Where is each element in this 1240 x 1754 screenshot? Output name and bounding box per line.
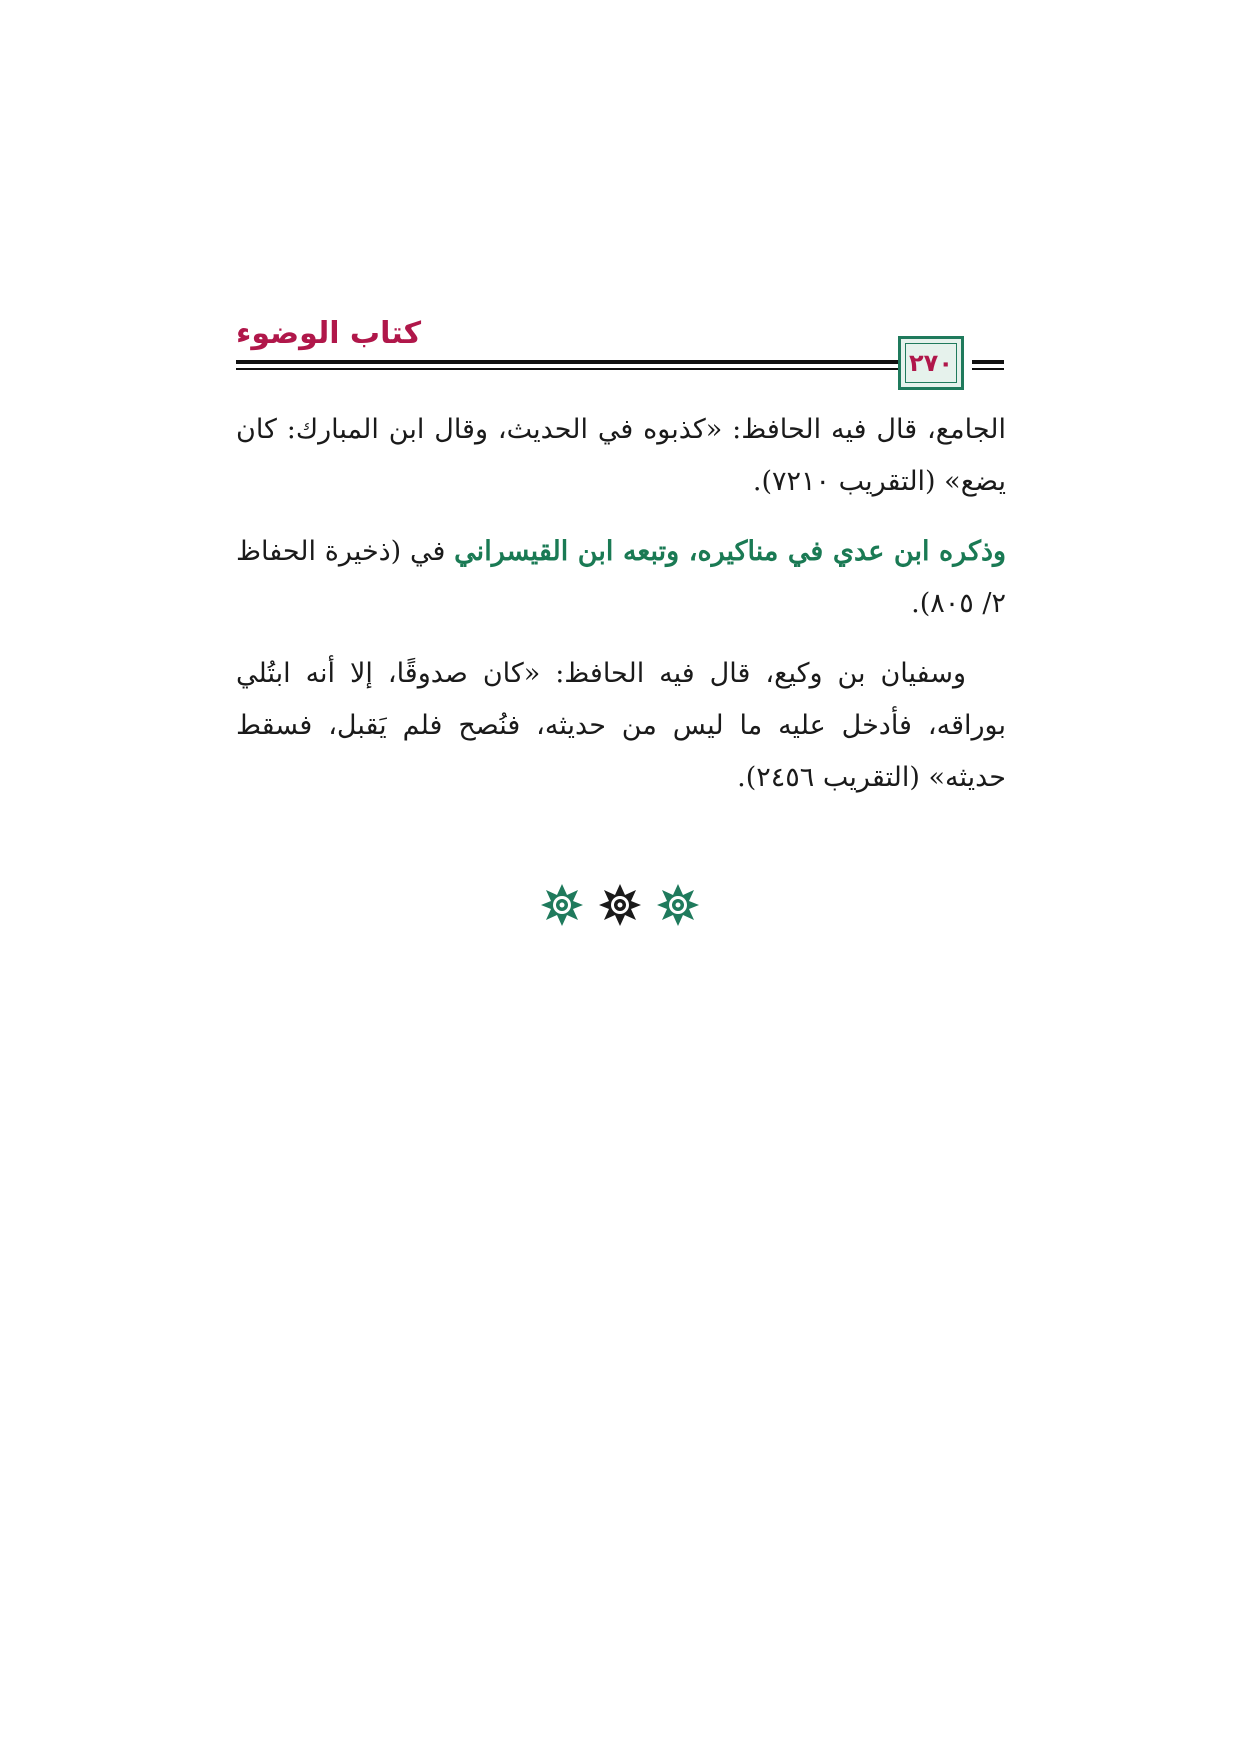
header-rule [236,368,736,370]
star-ornament-icon [598,883,642,927]
page-body [236,404,1006,822]
star-ornament-icon [656,883,700,927]
highlighted-text: وذكره ابن عدي في مناكيره، وتبعه ابن القيسراني [454,536,1007,567]
paragraph-text: في (ذخيرة الحفاظ ٢/ ٨٠٥). [236,536,1006,619]
paragraph [236,526,1006,630]
page-number-badge [898,336,964,390]
header-rule [236,360,736,364]
section-divider-ornaments [540,880,700,930]
paragraph: وسفيان بن وكيع، قال فيه الحافظ: «كان صدوقًا، إلا أنه ابتُلي بوراقه، فأدخل عليه ما ليس من حديثه، فنُصح فلم يَقبل، فسقط حديثه» (التقريب ٢٤٥٦). [236,658,1006,793]
header-rule [736,360,898,364]
header-rule [972,368,1004,370]
book-title: كتاب الوضوء [236,316,422,351]
page-header [236,310,1004,390]
header-rule [972,360,1004,364]
paragraph: الجامع، قال فيه الحافظ: «كذبوه في الحديث، وقال ابن المبارك: كان يضع» (التقريب ٧٢١٠). [236,414,1006,497]
header-rule [736,368,898,370]
page-number: ٢٧٠ [909,349,953,377]
star-ornament-icon [540,883,584,927]
